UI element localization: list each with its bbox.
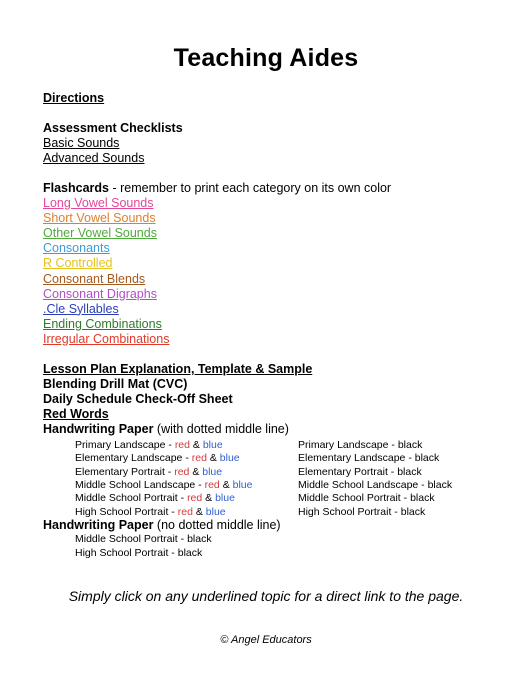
flashcards-line [43,181,391,195]
item-label: Elementary Landscape [298,452,406,465]
blue-label: blue [202,439,223,451]
handwriting-item[interactable] [75,506,226,518]
handwriting-dotted-note: (with dotted middle line) [153,422,289,436]
page-title: Teaching Aides [173,44,359,72]
black-label: black [400,505,426,518]
item-label: High School Portrait [298,505,392,518]
separator: - [400,492,411,505]
item-label: Primary Landscape [75,439,166,451]
red-label: red [204,478,220,491]
ampersand: & [192,505,206,518]
black-label: black [427,478,453,491]
item-label: Middle School Landscape [298,478,419,491]
copyright: © Angel Educators [220,634,312,646]
link-blending-drill-mat[interactable]: Blending Drill Mat (CVC) [43,377,188,391]
separator: - [168,505,178,518]
item-label: High School Portrait [75,547,169,559]
separator: - [164,465,175,478]
black-label: black [414,452,440,465]
separator: - [182,452,192,465]
link-advanced-sounds[interactable]: Advanced Sounds [43,151,145,165]
ampersand: & [202,492,216,505]
black-label: black [397,439,423,451]
item-label: Middle School Portrait [298,492,401,505]
link-basic-sounds[interactable]: Basic Sounds [43,136,120,150]
blue-label: blue [205,505,226,518]
ampersand: & [189,465,203,478]
blue-label: blue [215,492,235,505]
ampersand: & [190,439,203,451]
handwriting-item[interactable] [298,466,422,478]
handwriting-nodot-heading: Handwriting Paper [43,518,154,532]
separator: - [177,492,188,505]
flashcard-link[interactable]: .Cle Syllables [43,301,119,316]
item-label: Elementary Portrait [298,465,388,478]
item-label: Primary Landscape [298,439,389,451]
handwriting-nodot-line [43,518,281,532]
assessment-heading: Assessment Checklists [43,121,183,135]
item-label: Middle School Landscape [75,478,196,491]
separator: - [168,547,178,559]
flashcard-link[interactable]: Ending Combinations [43,316,162,331]
item-label: Elementary Portrait [75,465,165,478]
item-label: High School Portrait [75,505,169,518]
red-label: red [187,492,203,505]
black-label: black [177,547,203,559]
flashcard-link[interactable]: Consonant Digraphs [43,286,157,301]
separator: - [165,439,175,451]
link-lesson-plan[interactable]: Lesson Plan Explanation, Template & Sample [43,362,313,376]
red-label: red [191,452,207,465]
black-label: black [187,533,212,545]
separator: - [387,465,398,478]
separator: - [177,533,188,545]
flashcard-link[interactable]: Consonant Blends [43,271,146,286]
handwriting-item[interactable] [75,533,212,545]
handwriting-item[interactable] [75,466,222,478]
handwriting-item[interactable] [75,452,240,464]
red-label: red [174,465,190,478]
handwriting-item[interactable] [298,492,435,504]
blue-label: blue [219,452,240,465]
flashcards-note: - remember to print each category on its own color [109,181,392,195]
flashcard-link[interactable]: Long Vowel Sounds [43,196,154,210]
flashcard-link[interactable]: Consonants [43,241,110,256]
item-label: Elementary Landscape [75,452,183,465]
handwriting-item[interactable] [75,547,202,559]
red-label: red [174,439,190,451]
handwriting-nodot-note: (no dotted middle line) [153,518,281,532]
handwriting-item[interactable] [298,452,439,464]
flashcard-link[interactable]: Other Vowel Sounds [43,226,157,241]
red-label: red [177,505,193,518]
ampersand: & [206,452,220,465]
footer-instruction: Simply click on any underlined topic for a direct link to the page. [68,588,464,604]
directions-link[interactable]: Directions [43,91,105,105]
flashcard-link[interactable]: R Controlled [43,256,113,271]
flashcard-link[interactable]: Irregular Combinations [43,331,170,346]
flashcard-link[interactable]: Short Vowel Sounds [43,211,156,226]
flashcards-heading: Flashcards [43,181,110,195]
blue-label: blue [202,465,223,478]
link-daily-schedule[interactable]: Daily Schedule Check-Off Sheet [43,392,233,406]
handwriting-item[interactable] [75,479,252,491]
ampersand: & [219,478,233,491]
handwriting-item[interactable] [298,479,452,491]
separator: - [418,478,428,491]
black-label: black [397,465,422,478]
blue-label: blue [232,478,253,491]
item-label: Middle School Portrait [75,492,178,505]
separator: - [195,478,205,491]
separator: - [405,452,415,465]
separator: - [391,505,401,518]
separator: - [388,439,398,451]
handwriting-dotted-line [43,422,289,436]
item-label: Middle School Portrait [75,533,178,545]
handwriting-item[interactable] [75,439,223,451]
handwriting-item[interactable] [75,492,235,504]
black-label: black [410,492,435,505]
link-red-words[interactable]: Red Words [43,407,109,421]
handwriting-item[interactable] [298,439,422,451]
handwriting-dotted-heading: Handwriting Paper [43,422,154,436]
handwriting-item[interactable] [298,506,425,518]
